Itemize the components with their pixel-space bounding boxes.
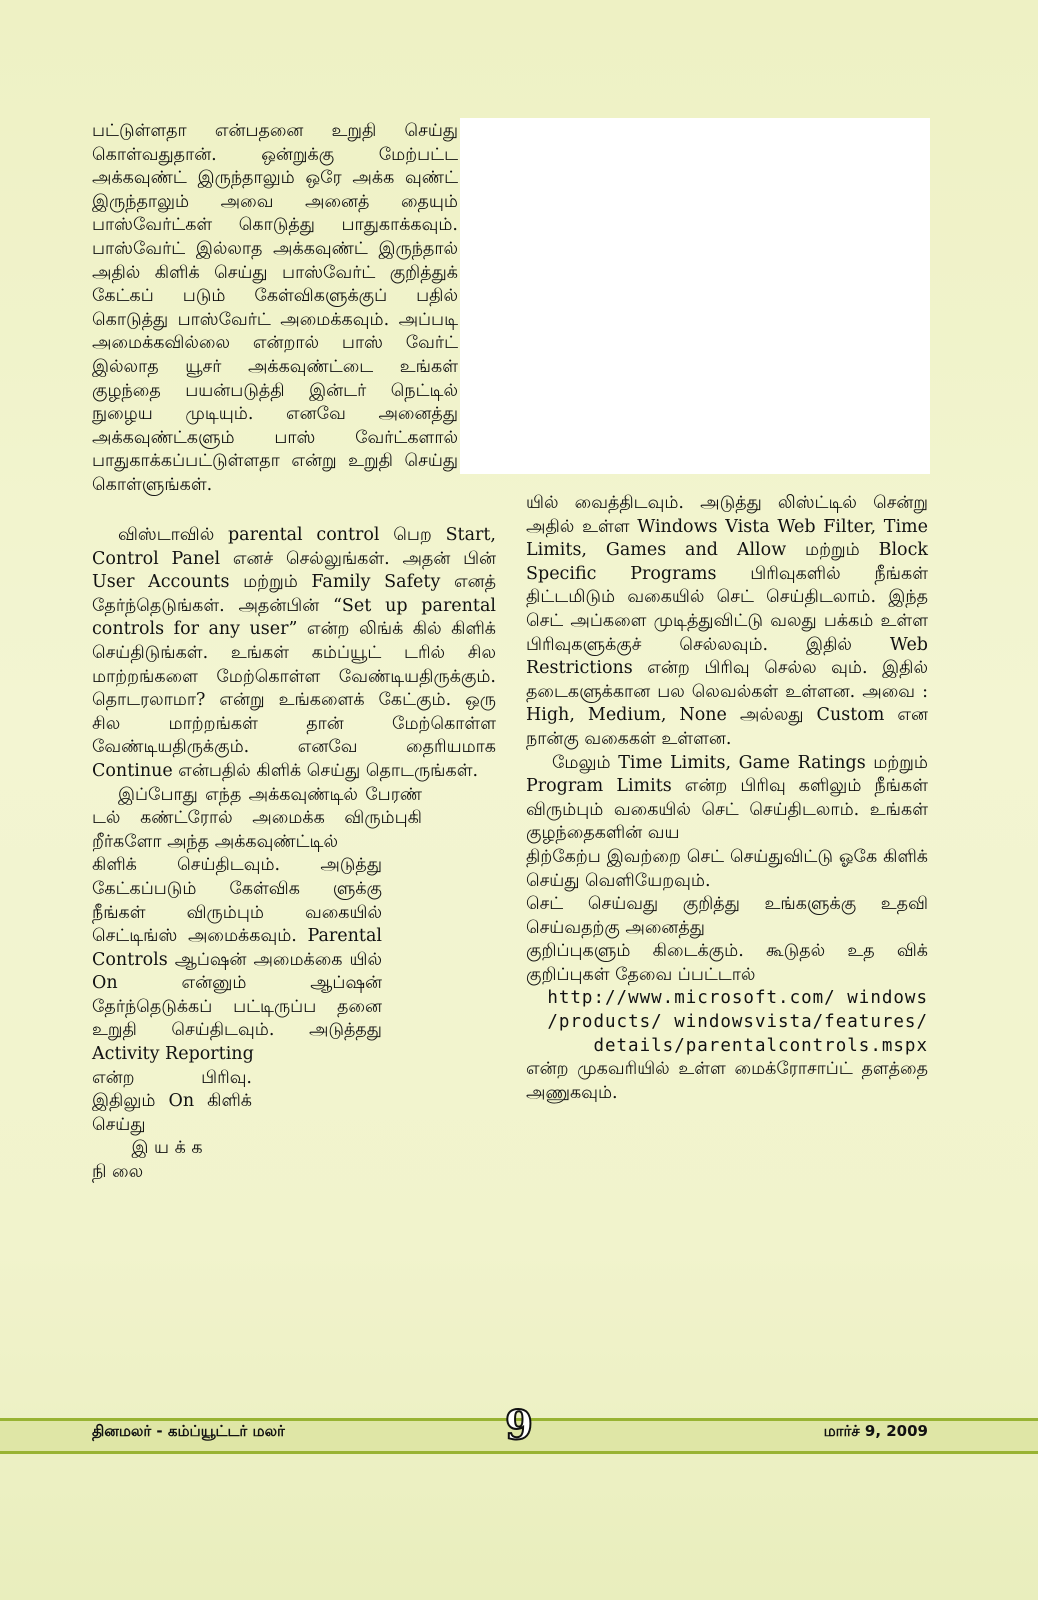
page-number: 9	[505, 1402, 533, 1449]
article-column-left-top	[92, 120, 458, 498]
footer-publication: தினமலர் - கம்ப்யூட்டர் மலர்	[92, 1422, 285, 1440]
paragraph-password-check: பட்டுள்ளதா என்பதனை உறுதி செய்து கொள்வதுதான். ஒன்றுக்கு மேற்பட்ட அக்கவுண்ட் இருந்தாலும் ஒரே அக்க வுண்ட் இருந்தாலும் அவை அனைத் தையும் பாஸ்வேர்ட்கள் கொடுத்து பாதுகாக்கவும். பாஸ்வேர்ட் இல்லாத அக்கவுண்ட் இருந்தால் அதில் கிளிக் செய்து பாஸ்வேர்ட் குறித்துக் கேட்கப் படும் கேள்விகளுக்குப் பதில் கொடுத்து பாஸ்வேர்ட் அமைக்கவும். அப்படி அமைக்கவில்லை என்றால் பாஸ் வேர்ட் இல்லாத யூசர் அக்கவுண்ட்டை உங்கள் குழந்தை பயன்படுத்தி இன்டர் நெட்டில் நுழைய முடியும். எனவே அனைத்து அக்கவுண்ட்களும் பாஸ் வேர்ட்களால் பாதுகாக்கப்பட்டுள்ளதா என்று உறுதி செய்து கொள்ளுங்கள்.	[92, 121, 458, 495]
paragraph-select-account: இப்போது எந்த அக்கவுண்டில் பேரண் டல் கண்ட்ரோல் அமைக்க விரும்புகி றீர்களோ அந்த அக்கவுண்ட்டில்	[92, 784, 422, 852]
paragraph-web-filter: யில் வைத்திடவும். அடுத்து லிஸ்ட்டில் சென்று அதில் உள்ள Windows Vista Web Filter, Time Limits, Games and Allow மற்றும் Block Specific Programs பிரிவுகளில் நீங்கள் திட்டமிடும் வகையில் செட் செய்திடலாம். இந்த செட் அப்களை முடித்துவிட்டு வலது பக்கம் உள்ள பிரிவுகளுக்குச் செல்லவும். இதில் Web Restrictions என்ற பிரிவு செல்ல வும். இதில் தடைகளுக்கான பல லெவல்கள் உள்ளன. அவை : High, Medium, None அல்லது Custom என நான்கு வகைகள் உள்ளன.	[526, 493, 928, 749]
paragraph-time-limits: மேலும் Time Limits, Game Ratings மற்றும் Program Limits என்ற பிரிவு களிலும் நீங்கள் விரும்பும் வகையில் செட் செய்திடலாம். உங்கள் குழந்தைகளின் வய	[526, 752, 928, 844]
paragraph-select-account-cont: கிளிக் செய்திடவும். அடுத்து கேட்கப்படும் கேள்விக ளுக்கு நீங்கள் விரும்பும் வகையில் செட்டிங்ஸ் அமைக்கவும். Parental Controls ஆப்ஷன் அமைக்கை யில் On என்னும் ஆப்ஷன் தேர்ந்தெடுக்கப் பட்டிருப்ப தனை உறுதி செய்திடவும். அடுத்தது Activity Reporting	[92, 855, 382, 1065]
paragraph-vista-parental-control: விஸ்டாவில் parental control பெற Start, Control Panel எனச் செல்லுங்கள். அதன் பின் User Accounts மற்றும் Family Safety எனத் தேர்ந்தெடுங்கள். அதன்பின் “Set up parental controls for any user” என்ற லிங்க் கில் கிளிக் செய்திடுங்கள். உங்கள் கம்ப்யூட் டரில் சில மாற்றங்களை மேற்கொள்ள வேண்டியதிருக்கும். தொடரலாமா? என்று உங்களைக் கேட்கும். ஒரு சில மாற்றங்கள் தான் மேற்கொள்ள வேண்டியதிருக்கும். எனவே தைரியமாக Continue என்பதில் கிளிக் செய்து தொடருங்கள்.	[92, 525, 496, 781]
paragraph-activity-reporting-end: நி லை	[92, 1162, 144, 1183]
microsoft-url: http://www.microsoft.com/ windows /products/ windowsvista/features/ details/parentalcontrols.mspx	[547, 988, 928, 1056]
paragraph-activity-reporting: என்ற பிரிவு. இதிலும் On கிளிக் செய்து	[92, 1067, 252, 1135]
article-image-placeholder	[460, 118, 930, 474]
paragraph-help-cont: குறிப்புகளும் கிடைக்கும். கூடுதல் உத விக் குறிப்புகள் தேவை ப்பட்டால்	[526, 941, 928, 985]
paragraph-help: செட் செய்வது குறித்து உங்களுக்கு உதவி செய்வதற்கு அனைத்து	[526, 894, 928, 938]
paragraph-activity-reporting-cont: இ ய க் க	[131, 1138, 203, 1159]
footer-date: மார்ச் 9, 2009	[823, 1422, 928, 1440]
paragraph-time-limits-cont: திற்கேற்ப இவற்றை செட் செய்துவிட்டு ஓகே கிளிக் செய்து வெளியேறவும்.	[526, 846, 928, 891]
paragraph-visit-site: என்ற முகவரியில் உள்ள மைக்ரோசாப்ட் தளத்தை அணுகவும்.	[526, 1059, 928, 1103]
article-column-left-bottom	[92, 524, 496, 1185]
article-column-right	[526, 492, 928, 1105]
